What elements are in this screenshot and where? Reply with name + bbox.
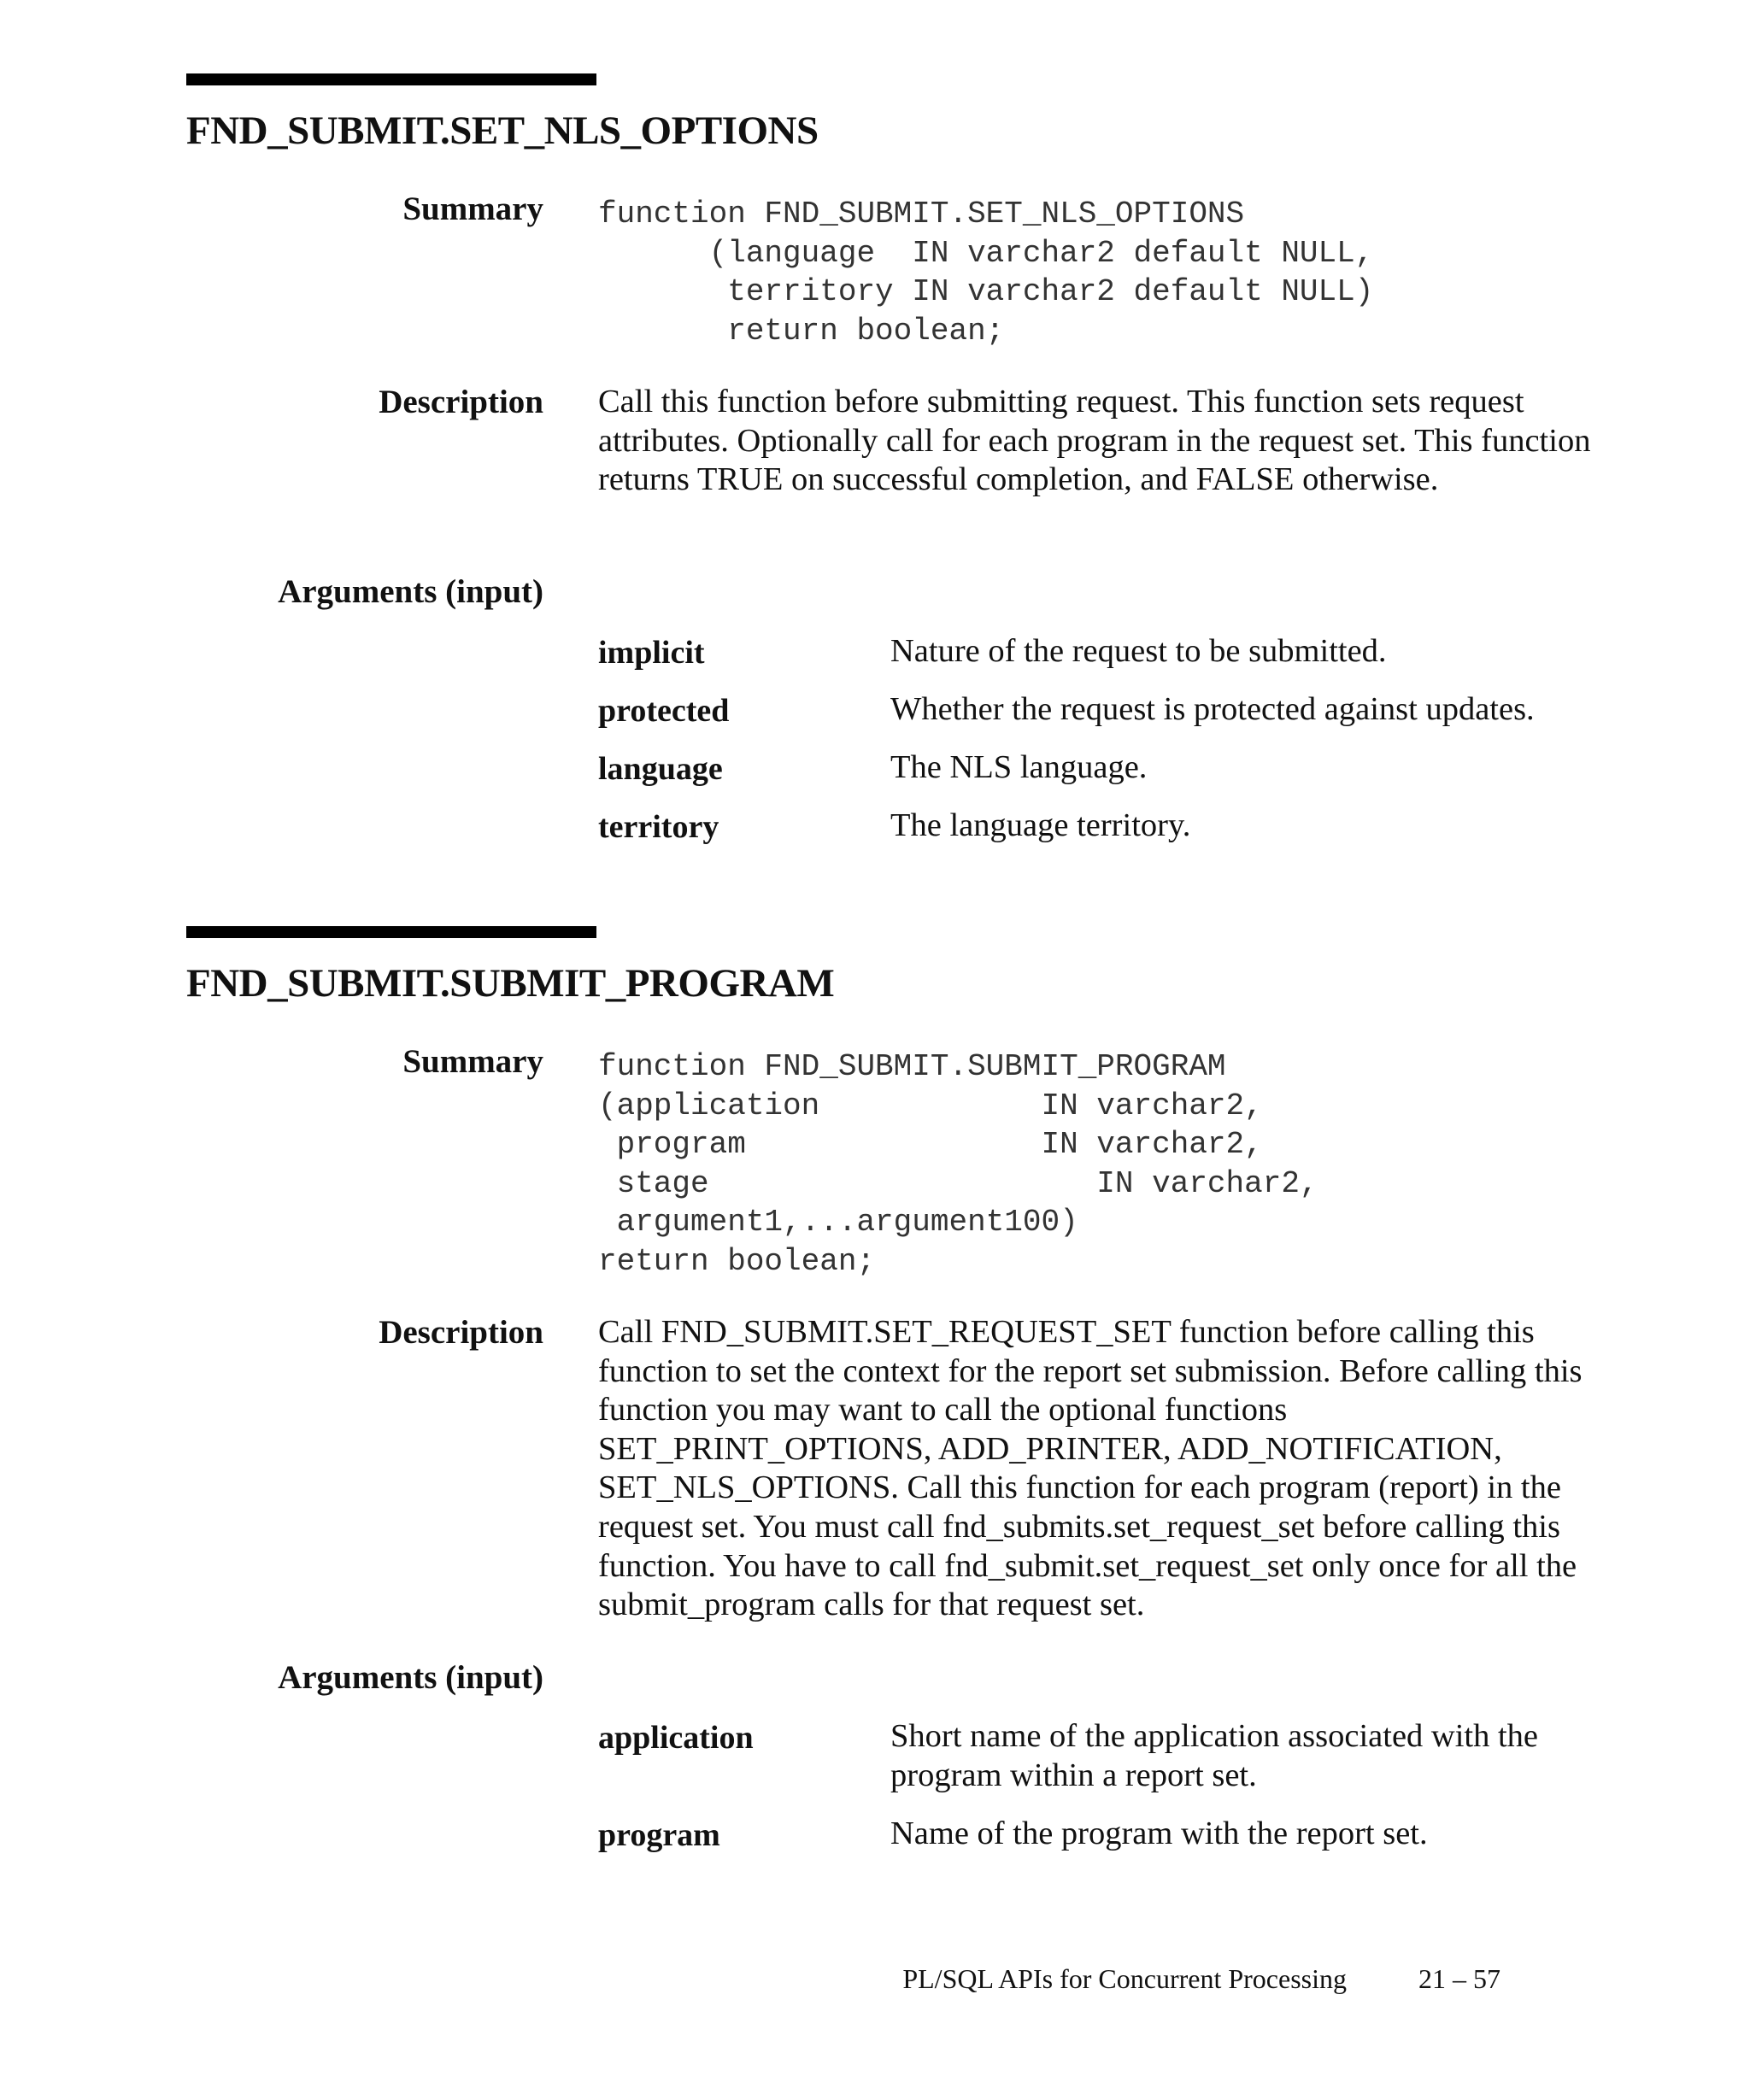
argument-name: implicit <box>598 635 705 671</box>
description-label: Description <box>379 384 543 420</box>
description-label: Description <box>379 1314 543 1351</box>
footer-page-number: 21 – 57 <box>1418 1963 1500 1994</box>
section-title: FND_SUBMIT.SUBMIT_PROGRAM <box>186 961 835 1006</box>
argument-description: Name of the program with the report set. <box>890 1816 1428 1851</box>
argument-name: application <box>598 1720 754 1756</box>
argument-description: The NLS language. <box>890 749 1148 785</box>
argument-description: Whether the request is protected against updates. <box>890 691 1535 727</box>
argument-name: territory <box>598 809 719 845</box>
summary-code: function FND_SUBMIT.SUBMIT_PROGRAM (application IN varchar2, program IN varchar2, stage IN varchar2, argument1,...argument100) return boolean; <box>598 1049 1318 1279</box>
argument-name: program <box>598 1817 720 1853</box>
argument-name: protected <box>598 693 730 729</box>
section-rule <box>186 73 596 85</box>
summary-code: function FND_SUBMIT.SET_NLS_OPTIONS (language IN varchar2 default NULL, territory IN varchar2 default NULL) return boolean; <box>598 197 1374 349</box>
section-rule <box>186 926 596 938</box>
argument-description: Nature of the request to be submitted. <box>890 633 1387 669</box>
argument-description: Short name of the application associated with the program within a report set. <box>890 1718 1539 1793</box>
description-text: Call FND_SUBMIT.SET_REQUEST_SET function before calling this function to set the context for the report set submission. Before calling this function you may want to call the optional functions SET_PRINT_OPTIONS, ADD_PRINTER, ADD_NOTIFICATION, SET_NLS_OPTIONS. Call this function for each program (report) in the request set. You must call fnd_submits.set_request_set before calling this function. You have to call fnd_submit.set_request_set only once for all the submit_program calls for that request set. <box>598 1314 1583 1623</box>
argument-description: The language territory. <box>890 807 1191 843</box>
argument-name: language <box>598 751 723 787</box>
summary-label: Summary <box>402 1043 543 1080</box>
summary-label: Summary <box>402 191 543 227</box>
description-text: Call this function before submitting request. This function sets request attributes. Optionally call for each program in the request set. This function returns TRUE on successful completion, and FALSE otherwise. <box>598 384 1591 498</box>
arguments-label: Arguments (input) <box>278 1659 543 1696</box>
arguments-label: Arguments (input) <box>278 573 543 610</box>
section-title: FND_SUBMIT.SET_NLS_OPTIONS <box>186 109 819 153</box>
footer-chapter-title: PL/SQL APIs for Concurrent Processing <box>902 1963 1347 1994</box>
